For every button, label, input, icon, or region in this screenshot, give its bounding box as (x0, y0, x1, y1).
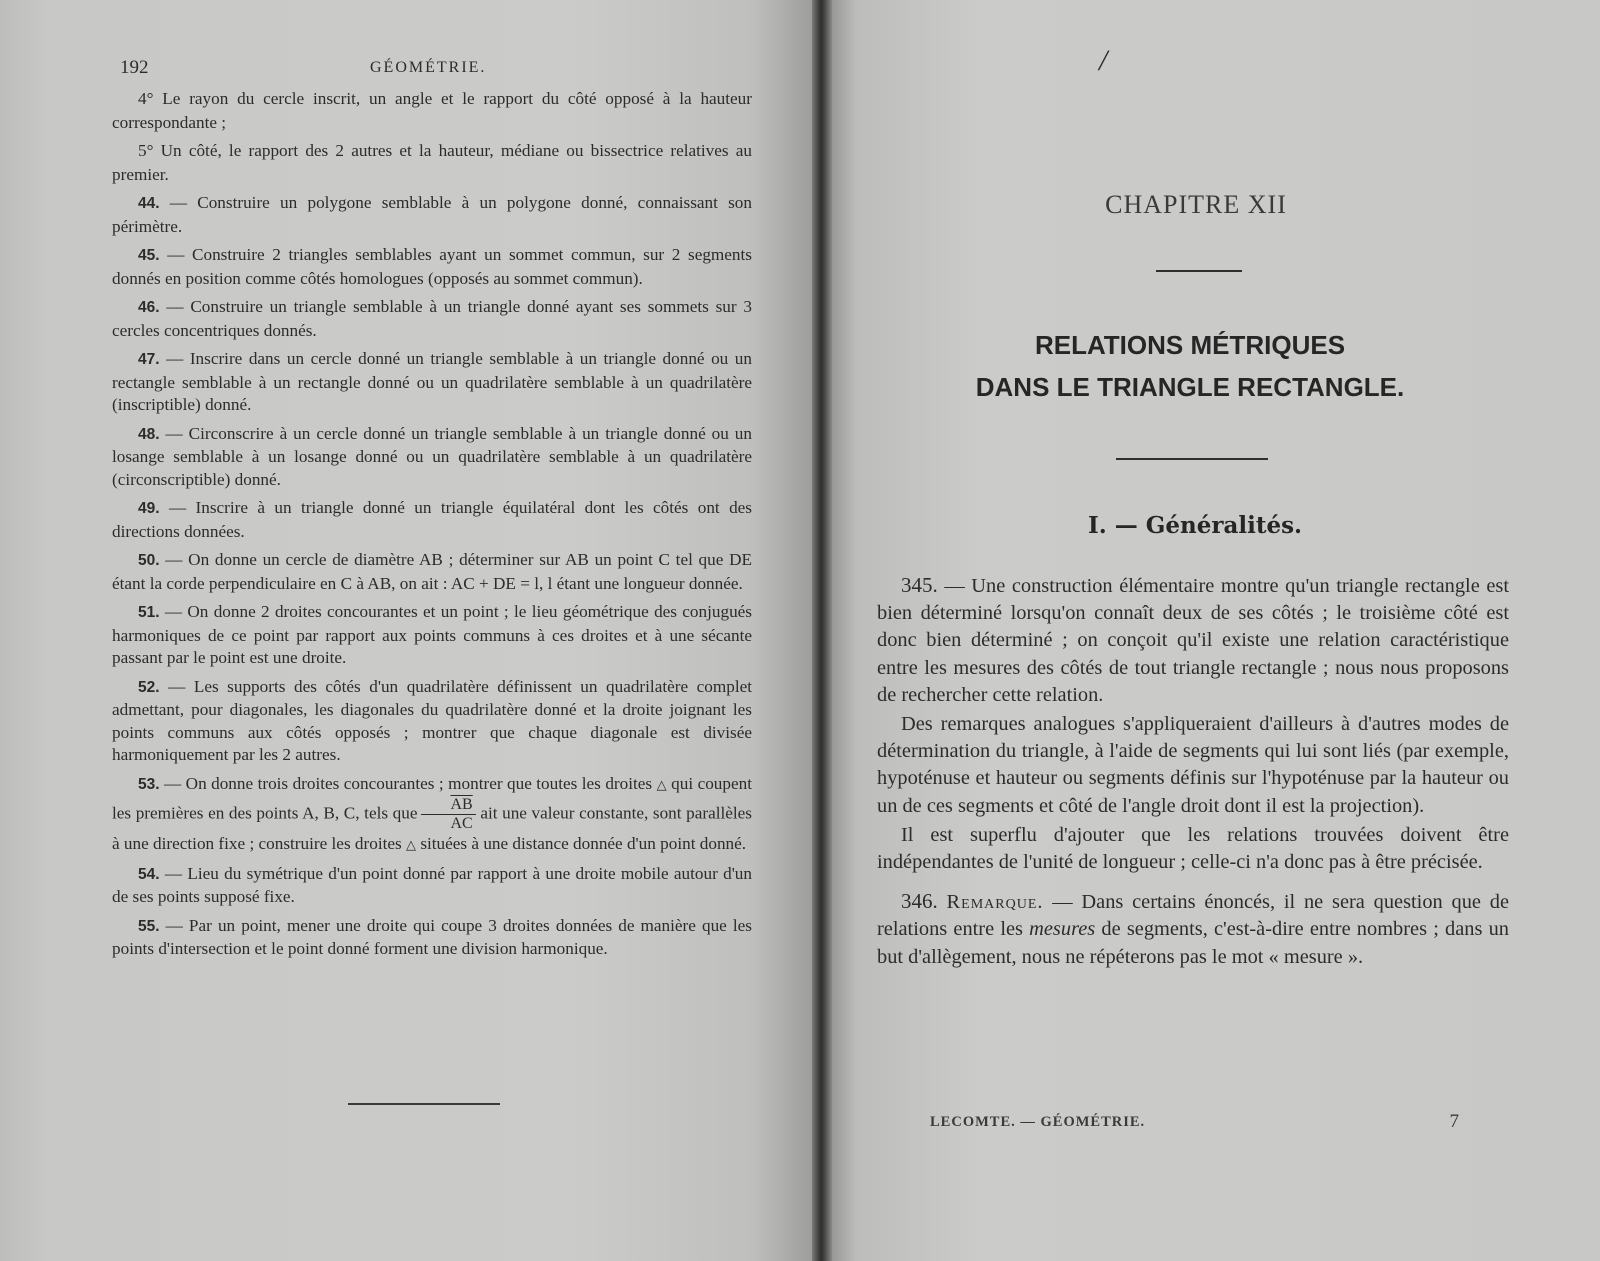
remark-label: Remarque. (946, 891, 1044, 914)
exercise-text: ait une valeur constante, sont parallèles à une direction fixe ; construire les droites (112, 803, 752, 853)
paragraph-346 (877, 888, 1509, 971)
paragraph-345 (877, 572, 1509, 709)
exercise-item (112, 549, 752, 595)
exercise-item (112, 423, 752, 492)
exercise-item (112, 296, 752, 342)
exercise-text: — On donne trois droites concourantes ; montrer que toutes les droites (159, 773, 657, 793)
exercise-text: — Les supports des côtés d'un quadrilatère définissent un quadrilatère complet admettant, pour diagonales, les diagonales du quadrilatère donné et la droite joignant les points communs aux côtés opposés ; montrer que chaque diagonale est divisée harmoniquement par les 2 autres. (112, 676, 752, 764)
exercise-text: 4° Le rayon du cercle inscrit, un angle et le rapport du côté opposé à la hauteur correspondante ; (112, 89, 752, 132)
exercise-item (112, 88, 752, 134)
page-footer (930, 1111, 1470, 1136)
exercise-text: — Lieu du symétrique d'un point donné par rapport à une droite mobile autour d'un de ses points supposé fixe. (112, 863, 752, 906)
exercise-number: 46. (138, 299, 160, 316)
footer-signature: LECOMTE. — GÉOMÉTRIE. (930, 1114, 1146, 1130)
exercise-text: qui coupent les premières en des points A, B, C, tels que (112, 773, 752, 823)
chapter-title-line: DANS LE TRIANGLE RECTANGLE. (975, 372, 1405, 402)
exercise-text: — Inscrire dans un cercle donné un triangle semblable à un triangle donné ou un rectangle semblable à un rectangle donné ou un quadrilatère semblable à un quadrilatère (inscriptible) donné. (112, 349, 752, 414)
exercise-item (112, 497, 752, 543)
paragraph-number: 346. (901, 889, 938, 914)
paragraph-text: — Une construction élémentaire montre qu'un triangle rectangle est bien déterminé lorsqu'on connaît deux de ses côtés ; le troisième côté est donc bien déterminé ; on conçoit qu'il existe une relation caractéristique entre les mesures des côtés de tout triangle rectangle ; nous nous proposons de rechercher cette relation. (877, 575, 1509, 706)
exercise-number: 52. (138, 678, 160, 696)
fraction-denominator: AC (450, 815, 473, 832)
body-text (877, 572, 1509, 971)
paragraph-number: 345. (901, 573, 938, 597)
title-rule (1116, 458, 1268, 460)
exercise-number: 45. (138, 247, 160, 264)
triangle-symbol: △ (406, 837, 417, 852)
left-running-head (120, 57, 760, 81)
chapter-heading: CHAPITRE XII (1105, 190, 1287, 219)
exercise-text: — Circonscrire à un cercle donné un triangle semblable à un triangle donné ou un losange semblable à un losange donné ou un quadrilatère semblable à un quadrilatère (circonscriptible) donné. (112, 423, 752, 489)
chapter-title-line: RELATIONS MÉTRIQUES (1034, 330, 1346, 360)
exercise-item (112, 676, 752, 767)
exercise-text: situées à une distance donnée d'un point donné. (416, 834, 747, 853)
fraction-numerator: $\overline{AB}$ (421, 796, 475, 815)
signature-number: 7 (1449, 1111, 1460, 1132)
exercise-number: 51. (138, 604, 160, 621)
exercise-text: — On donne un cercle de diamètre AB ; déterminer sur AB un point C tel que DE étant la corde perpendiculaire en C à AB, on ait : AC + DE = l, l étant une longueur donnée. (112, 550, 752, 593)
exercise-number: 54. (138, 865, 160, 883)
exercise-number: 50. (138, 552, 160, 569)
exercise-item (112, 348, 752, 417)
exercise-number: 55. (138, 917, 160, 935)
exercise-number: 53. (138, 775, 160, 793)
exercise-item (112, 863, 752, 909)
running-title: GÉOMÉTRIE. (370, 59, 487, 76)
emphasis: mesures (1029, 918, 1096, 941)
triangle-symbol: △ (656, 776, 667, 792)
exercise-number: 47. (138, 351, 160, 368)
exercise-item (112, 192, 752, 238)
ratio-fraction (421, 796, 475, 833)
exercise-text: — On donne 2 droites concourantes et un point ; le lieu géométrique des conjugués harmoniques de ce point par rapport aux points communs à ces droites et à une sécante passant par le point est une droite. (112, 602, 752, 667)
chapter-rule (1156, 270, 1242, 272)
corner-mark: / (1099, 44, 1108, 77)
book-gutter (812, 0, 832, 1261)
paragraph-text: de segments, c'est-à-dire entre nombres ; dans un but d'allègement, nous ne répéterons pas le mot « mesure ». (877, 918, 1509, 968)
exercise-text: — Inscrire à un triangle donné un triangle équilatéral dont les côtés ont des directions données. (112, 498, 752, 541)
section-heading: I. — Généralités. (1087, 512, 1303, 539)
exercise-number: 49. (138, 500, 160, 517)
chapter-title (930, 324, 1450, 408)
exercise-text: — Construire 2 triangles semblables ayant un sommet commun, sur 2 segments donnés en position comme côtés homologues (opposés au sommet commun). (112, 245, 752, 288)
exercise-item-53 (112, 773, 752, 857)
exercise-text: — Construire un triangle semblable à un triangle donné ayant ses sommets sur 3 cercles concentriques donnés. (112, 297, 752, 340)
exercise-item (112, 915, 752, 961)
exercise-text: — Par un point, mener une droite qui coupe 3 droites données de manière que les points d'intersection et le point donné forment une division harmonique. (112, 915, 752, 958)
exercise-list (112, 88, 752, 967)
exercise-item (112, 601, 752, 670)
paragraph: Des remarques analogues s'appliqueraient d'ailleurs à d'autres modes de détermination du triangle, à l'aide de segments qui lui sont liés (par exemple, hypoténuse et hauteur ou segments définis sur l'hypoténuse par la hauteur ou un de ces segments et côté de l'angle droit dont il est la projection). (877, 713, 1509, 817)
exercise-item (112, 244, 752, 290)
paragraph: Il est superflu d'ajouter que les relations trouvées doivent être indépendantes de l'unité de longueur ; celle-ci n'a donc pas à être précisée. (877, 823, 1509, 874)
paragraph-text: — Dans certains énoncés, il ne sera question que de relations entre les (877, 891, 1509, 941)
exercise-item (112, 140, 752, 186)
exercise-number: 48. (138, 425, 160, 443)
exercise-number: 44. (138, 195, 160, 212)
page-number: 192 (120, 57, 149, 78)
end-rule (348, 1103, 500, 1105)
exercise-text: — Construire un polygone semblable à un polygone donné, connaissant son périmètre. (112, 193, 752, 236)
exercise-text: 5° Un côté, le rapport des 2 autres et la hauteur, médiane ou bissectrice relatives au premier. (112, 141, 752, 184)
